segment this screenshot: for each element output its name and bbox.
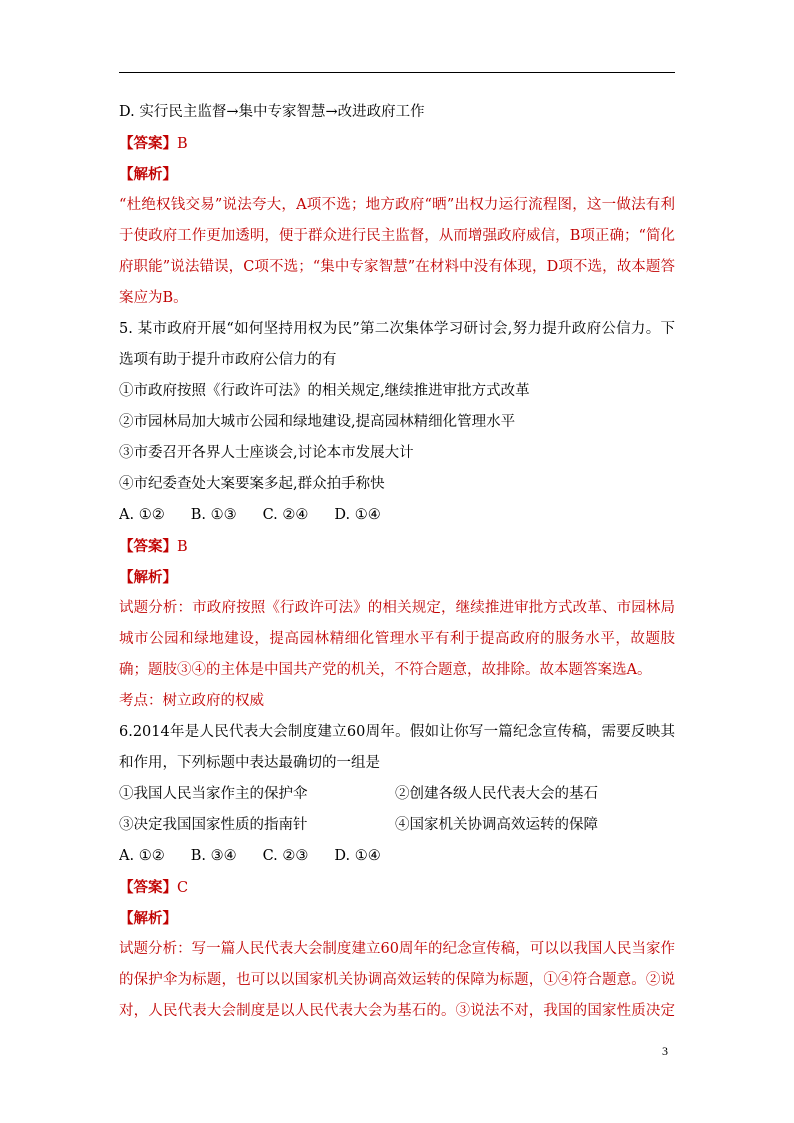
option-d: D. ①④ <box>334 848 381 864</box>
q6-items-row <box>119 810 675 841</box>
q6-analysis-line: 对，人民代表大会制度是以人民代表大会为基石的。③说法不对，我国的国家性质决定 <box>119 1003 675 1019</box>
document-body <box>119 97 675 1027</box>
option-a: A. ①② <box>119 848 165 864</box>
q5-kaodian: 考点：树立政府的权威 <box>119 693 264 709</box>
q4-analysis-line: 案应为B。 <box>119 290 188 306</box>
option-a: A. ①② <box>119 507 165 523</box>
q5-analysis-line: 城市公园和绿地建设，提高园林精细化管理水平有利于提高政府的服务水平，故题肢 <box>119 631 675 647</box>
q4-analysis-line: 于使政府工作更加透明，便于群众进行民主监督，从而增强政府威信，B项正确；“简化 <box>119 228 675 244</box>
answer-value: C <box>177 880 189 896</box>
answer-label: 【答案】 <box>119 538 177 555</box>
q6-analysis-label: 【解析】 <box>119 910 177 927</box>
q4-analysis-line: 府职能”说法错误，C项不选；“集中专家智慧”在材料中没有体现，D项不选，故本题答 <box>119 259 675 275</box>
q5-answer <box>119 531 675 562</box>
q5-item: ②市园林局加大城市公园和绿地建设,提高园林精细化管理水平 <box>119 414 516 430</box>
q5-analysis-line: 试题分析：市政府按照《行政许可法》的相关规定，继续推进审批方式改革、市园林局 <box>119 600 675 616</box>
q5-options <box>119 500 675 531</box>
q6-item: ④国家机关协调高效运转的保障 <box>395 817 598 833</box>
option-c: C. ②④ <box>262 507 309 523</box>
answer-value: B <box>177 136 188 152</box>
q5-analysis-label: 【解析】 <box>119 569 177 586</box>
q4-answer <box>119 128 675 159</box>
answer-value: B <box>177 539 188 555</box>
q6-answer <box>119 872 675 903</box>
page-number: 3 <box>662 1044 668 1058</box>
q5-item: ③市委召开各界人士座谈会,讨论本市发展大计 <box>119 445 414 461</box>
q5-stem-line: 5. 某市政府开展“如何坚持用权为民”第二次集体学习研讨会,努力提升政府公信力。下 <box>119 321 675 337</box>
option-b: B. ①③ <box>190 507 237 523</box>
q6-stem-line: 和作用，下列标题中表达最确切的一组是 <box>119 755 380 771</box>
q4-analysis-line: “杜绝权钱交易”说法夸大，A项不选；地方政府“晒”出权力运行流程图，这一做法有利 <box>119 197 675 213</box>
q6-item: ①我国人民当家作主的保护伞 <box>119 786 308 802</box>
header-rule <box>119 72 675 73</box>
q5-item: ④市纪委查处大案要案多起,群众拍手称快 <box>119 476 385 492</box>
q4-analysis-label: 【解析】 <box>119 166 177 183</box>
q5-stem-line: 选项有助于提升市政府公信力的有 <box>119 352 337 368</box>
q5-item: ①市政府按照《行政许可法》的相关规定,继续推进审批方式改革 <box>119 383 530 399</box>
q6-options <box>119 841 675 872</box>
q5-analysis-line: 确；题肢③④的主体是中国共产党的机关，不符合题意，故排除。故本题答案选A。 <box>119 662 652 678</box>
answer-label: 【答案】 <box>119 879 177 896</box>
option-d: D. ①④ <box>334 507 381 523</box>
q6-item: ②创建各级人民代表大会的基石 <box>395 786 598 802</box>
answer-label: 【答案】 <box>119 135 177 152</box>
option-b: B. ③④ <box>190 848 237 864</box>
q4-option-d: D. 实行民主监督→集中专家智慧→改进政府工作 <box>119 104 425 120</box>
q6-analysis-line: 的保护伞为标题，也可以以国家机关协调高效运转的保障为标题，①④符合题意。②说 <box>119 972 675 988</box>
q6-item: ③决定我国国家性质的指南针 <box>119 817 308 833</box>
q6-stem-line: 6.2014年是人民代表大会制度建立60周年。假如让你写一篇纪念宣传稿，需要反映其 <box>119 724 675 740</box>
option-c: C. ②③ <box>262 848 309 864</box>
q6-analysis-line: 试题分析：写一篇人民代表大会制度建立60周年的纪念宣传稿，可以以我国人民当家作 <box>119 941 675 957</box>
q6-items-row <box>119 779 675 810</box>
